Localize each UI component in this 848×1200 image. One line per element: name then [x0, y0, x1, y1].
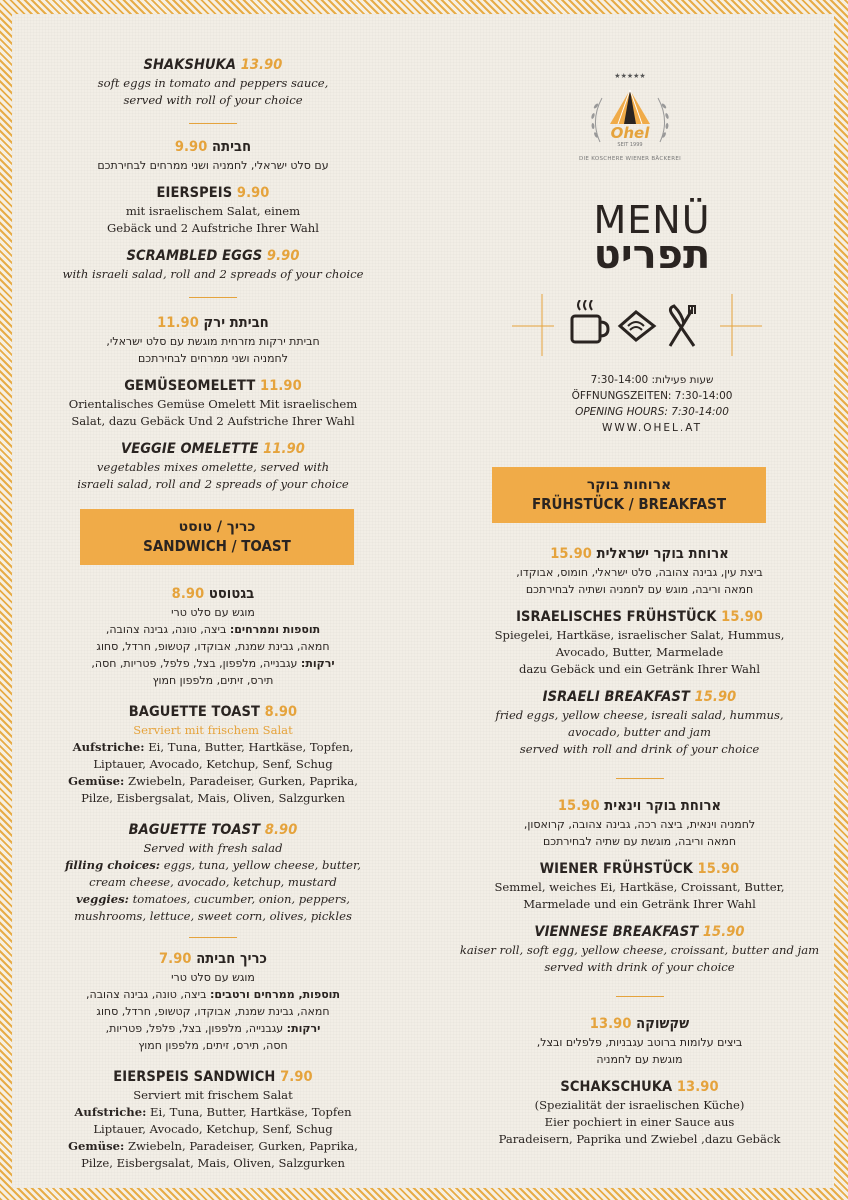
menu-item-baguette-de — [48, 703, 378, 807]
item-title: ארוחת בוקר ישראלית — [596, 546, 729, 562]
item-title: GEMÜSEOMELETT — [124, 378, 256, 394]
item-price: 15.90 — [557, 798, 600, 814]
item-desc: Gebäck und 2 Aufstriche Ihrer Wahl — [107, 221, 319, 235]
menu-item-omelette-he — [48, 138, 378, 174]
item-title: BAGUETTE TOAST — [128, 704, 260, 720]
item-price: 8.90 — [171, 586, 205, 602]
separator — [616, 778, 664, 779]
banner-title-en: FRÜHSTÜCK / BREAKFAST — [531, 495, 727, 513]
separator — [616, 996, 664, 997]
item-title: VIENNESE BREAKFAST — [534, 924, 699, 940]
item-desc: tomatoes, cucumber, onion, peppers, — [128, 892, 350, 906]
item-sub: Serviert mit frischem Salat — [133, 723, 293, 737]
brand-name: Ohel — [610, 124, 650, 142]
website-link[interactable]: WWW.OHEL.AT — [601, 422, 703, 434]
item-desc: kaiser roll, soft egg, yellow cheese, croissant, butter and jam — [459, 943, 820, 957]
left-column — [48, 56, 378, 1182]
item-price: 11.90 — [260, 378, 302, 394]
banner-title-en: SANDWICH / TOAST — [143, 537, 291, 555]
menu-item-israeli-breakfast-he — [452, 545, 827, 598]
item-label: ירקות: — [300, 657, 335, 670]
item-desc: ביצה, טונה, גבינה צהובה, — [86, 988, 210, 1001]
item-desc: vegetables mixes omelette, served with — [96, 460, 330, 474]
item-desc: (Spezialität der israelischen Küche) — [534, 1098, 745, 1112]
item-price: 13.90 — [240, 57, 283, 73]
item-desc: חמאה, גבינת שמנת, אבוקדו, קטשופ, חרדל, סחוג — [96, 640, 330, 653]
item-price: 15.90 — [697, 861, 740, 877]
item-desc: ביצה, טונה, גבינה צהובה, — [105, 623, 230, 636]
brand-tagline: DIE KOSCHERE WIENER BÄCKEREI — [578, 156, 682, 162]
item-label: תוספות, ממרחים ורטבים: — [209, 988, 340, 1001]
item-desc: Pilze, Eisbergsalat, Mais, Oliven, Salzgurken — [81, 791, 345, 805]
item-desc: avocado, butter and jam — [568, 725, 711, 739]
item-price: 8.90 — [264, 704, 298, 720]
item-title: כריך חביתה — [196, 951, 268, 967]
item-desc: served with roll and drink of your choice — [519, 742, 760, 756]
item-label: ירקות: — [286, 1022, 321, 1035]
item-desc: Zwiebeln, Paradeiser, Gurken, Paprika, — [124, 774, 358, 788]
item-title: SCHAKSCHUKA — [560, 1079, 673, 1095]
separator — [189, 297, 237, 298]
item-price: 15.90 — [550, 546, 592, 562]
item-title: SHAKSHUKA — [143, 57, 237, 73]
item-label: veggies: — [76, 892, 129, 906]
item-price: 9.90 — [236, 185, 270, 201]
item-desc: ביצים עלומות ברוטב עגבניות, פלפלים ובצל, — [536, 1036, 743, 1049]
item-desc: לחמניה וינאית, ביצה רכה, גבינה צהובה, קרואסון, — [523, 818, 756, 831]
menu-title-he: תפריט — [593, 232, 711, 278]
item-title: בגטוסט — [208, 586, 255, 602]
item-desc: israeli salad, roll and 2 spreads of your choice — [77, 477, 349, 491]
item-desc: Zwiebeln, Paradeiser, Gurken, Paprika, — [124, 1139, 358, 1153]
item-desc: eggs, tuna, yellow cheese, butter, — [160, 858, 361, 872]
item-price: 15.90 — [694, 689, 737, 705]
item-desc: חסה, תירס, זיתים, מלפפון חמוץ — [138, 1039, 288, 1052]
menu-item-eierspeis-sandwich — [48, 1068, 378, 1172]
brand-since: SEIT 1999 — [617, 142, 643, 148]
item-sub: מוגש עם סלט טרי — [171, 606, 255, 619]
banner-title-he: ארוחות בוקר — [586, 477, 672, 493]
item-desc: Marmelade und ein Getränk Ihrer Wahl — [523, 897, 756, 911]
item-price: 9.90 — [266, 248, 300, 264]
item-desc: לחמניה ושני ממרחים לבחירתכם — [137, 352, 288, 365]
item-desc: dazu Gebäck und ein Getränk Ihrer Wahl — [518, 662, 761, 676]
item-sub: Serviert mit frischem Salat — [133, 1088, 293, 1102]
item-title: EIERSPEIS SANDWICH — [113, 1069, 276, 1085]
item-sub: Served with fresh salad — [143, 841, 283, 855]
item-title: חביתה — [212, 139, 252, 155]
item-desc: Liptauer, Avocado, Ketchup, Senf, Schug — [93, 1122, 333, 1136]
brand-logo — [580, 68, 680, 168]
item-desc: Avocado, Butter, Marmelade — [555, 645, 724, 659]
item-title: ISRAELI BREAKFAST — [542, 689, 690, 705]
item-desc: mushrooms, lettuce, sweet corn, olives, pickles — [74, 909, 352, 923]
item-label: Gemüse: — [68, 774, 125, 788]
item-title: ISRAELISCHES FRÜHSTÜCK — [516, 609, 717, 625]
item-price: 9.90 — [174, 139, 208, 155]
item-desc: Ei, Tuna, Butter, Hartkäse, Topfen — [146, 1105, 352, 1119]
menu-item-shakshuka-he — [452, 1015, 827, 1068]
menu-item-israelisches-fruehstueck — [452, 608, 827, 678]
separator — [189, 937, 237, 938]
item-title: VEGGIE OMELETTE — [121, 441, 259, 457]
coffee-cup-icon — [568, 300, 610, 350]
item-desc: Orientalisches Gemüse Omelett Mit israelischem — [68, 397, 358, 411]
item-desc: Ei, Tuna, Butter, Hartkäse, Topfen, — [144, 740, 354, 754]
item-label: תוספות וממרחים: — [229, 623, 321, 636]
item-desc: Pilze, Eisbergsalat, Mais, Oliven, Salzgurken — [81, 1156, 345, 1170]
item-desc: Spiegelei, Hartkäse, israelischer Salat, Hummus, — [494, 628, 785, 642]
item-desc: עם סלט ישראלי, לחמניה ושני ממרחים לבחירתכם — [97, 159, 329, 172]
item-desc: Paradeisern, Paprika und Zwiebel ,dazu Gebäck — [498, 1132, 781, 1146]
item-price: 15.90 — [702, 924, 745, 940]
item-desc: Semmel, weiches Ei, Hartkäse, Croissant, Butter, — [494, 880, 785, 894]
menu-item-viennese-breakfast — [452, 923, 827, 976]
item-desc: fried eggs, yellow cheese, isreali salad, hummus, — [495, 708, 784, 722]
item-desc: served with roll of your choice — [123, 93, 303, 107]
item-desc: Eier pochiert in einer Sauce aus — [544, 1115, 735, 1129]
item-desc: served with drink of your choice — [544, 960, 735, 974]
item-desc: mit israelischem Salat, einem — [125, 204, 301, 218]
item-sub: מוגש עם סלט טרי — [171, 971, 255, 984]
tent-logo-icon — [580, 68, 680, 168]
menu-item-veggie-omelette — [48, 440, 378, 493]
svg-text:★★★★★: ★★★★★ — [614, 72, 646, 80]
hours-de: ÖFFNUNGSZEITEN: 7:30-14:00 — [571, 390, 733, 402]
item-title: BAGUETTE TOAST — [128, 822, 261, 838]
menu-item-eierspeis — [48, 184, 378, 237]
item-price: 8.90 — [264, 822, 298, 838]
item-desc: עגבנייה, מלפפון, בצל, פלפל, פטריות, — [105, 1022, 287, 1035]
item-desc: with israeli salad, roll and 2 spreads of your choice — [62, 267, 364, 281]
item-desc: חמאה וריבה, מוגש עם לחמניה ושתיה לבחירתכם — [525, 583, 754, 596]
item-price: 13.90 — [676, 1079, 719, 1095]
item-title: חביתת ירק — [203, 315, 269, 331]
item-label: filling choices: — [65, 858, 161, 872]
fork-knife-icon — [662, 302, 702, 350]
menu-item-israeli-breakfast — [452, 688, 827, 758]
item-title: שקשוקה — [636, 1016, 690, 1032]
right-column — [452, 467, 827, 1158]
item-title: ארוחת בוקר וינאית — [604, 798, 722, 814]
item-desc: soft eggs in tomato and peppers sauce, — [97, 76, 329, 90]
item-desc: ביצת עין, גבינה צהובה, סלט ישראלי, חומוס, אבוקדו, — [516, 566, 763, 579]
item-price: 7.90 — [158, 951, 192, 967]
item-label: Gemüse: — [68, 1139, 125, 1153]
item-desc: חביתת ירקות מזרחית מוגשת עם סלט ישראלי, — [106, 335, 320, 348]
separator — [189, 123, 237, 124]
item-desc: חמאה, גבינת שמנת, אבוקדו, קטשופ, חרדל, סחוג — [96, 1005, 330, 1018]
item-desc: עגבנייה, מלפפון, בצל, פלפל, פטריות, חסה, — [91, 657, 301, 670]
menu-item-baguette-he — [48, 585, 378, 689]
item-price: 13.90 — [589, 1016, 632, 1032]
item-desc: תירס, זיתים, מלפפון חמוץ — [152, 674, 274, 687]
item-desc: מוגשת עם לחמניה — [596, 1053, 683, 1066]
menu-item-wiener-fruehstueck — [452, 860, 827, 913]
menu-item-shakshuka — [48, 56, 378, 109]
hours-he: שעות פעילות: 7:30-14:00 — [590, 374, 714, 386]
hours-en: OPENING HOURS: 7:30-14:00 — [575, 406, 729, 418]
item-title: SCRAMBLED EGGS — [126, 248, 263, 264]
menu-item-veg-omelette-he — [48, 314, 378, 367]
banner-title-he: כריך / טוסט — [178, 519, 256, 535]
section-banner-sandwich — [80, 509, 354, 565]
item-title: EIERSPEIS — [156, 185, 233, 201]
item-price: 11.90 — [157, 315, 199, 331]
icon-row — [512, 294, 762, 356]
menu-item-omelette-sandwich-he — [48, 950, 378, 1054]
menu-title-de: MENÜ — [593, 198, 711, 242]
item-desc: Liptauer, Avocado, Ketchup, Senf, Schug — [93, 757, 333, 771]
menu-item-schakschuka — [452, 1078, 827, 1148]
item-desc: Salat, dazu Gebäck Und 2 Aufstriche Ihrer Wahl — [71, 414, 355, 428]
item-title: WIENER FRÜHSTÜCK — [539, 861, 693, 877]
item-label: Aufstriche: — [72, 740, 145, 754]
menu-item-baguette-en — [48, 821, 378, 925]
croissant-icon — [616, 308, 658, 344]
item-desc: cream cheese, avocado, ketchup, mustard — [89, 875, 337, 889]
menu-item-scrambled-eggs — [48, 247, 378, 283]
item-price: 11.90 — [263, 441, 305, 457]
item-price: 7.90 — [280, 1069, 313, 1085]
opening-hours — [452, 372, 848, 436]
section-banner-breakfast — [492, 467, 766, 523]
menu-item-viennese-breakfast-he — [452, 797, 827, 850]
menu-item-gemueseomelett — [48, 377, 378, 430]
item-price: 15.90 — [721, 609, 763, 625]
item-desc: חמאה וריבה, מוגשת עם שתיה לבחירתכם — [542, 835, 737, 848]
item-label: Aufstriche: — [74, 1105, 147, 1119]
